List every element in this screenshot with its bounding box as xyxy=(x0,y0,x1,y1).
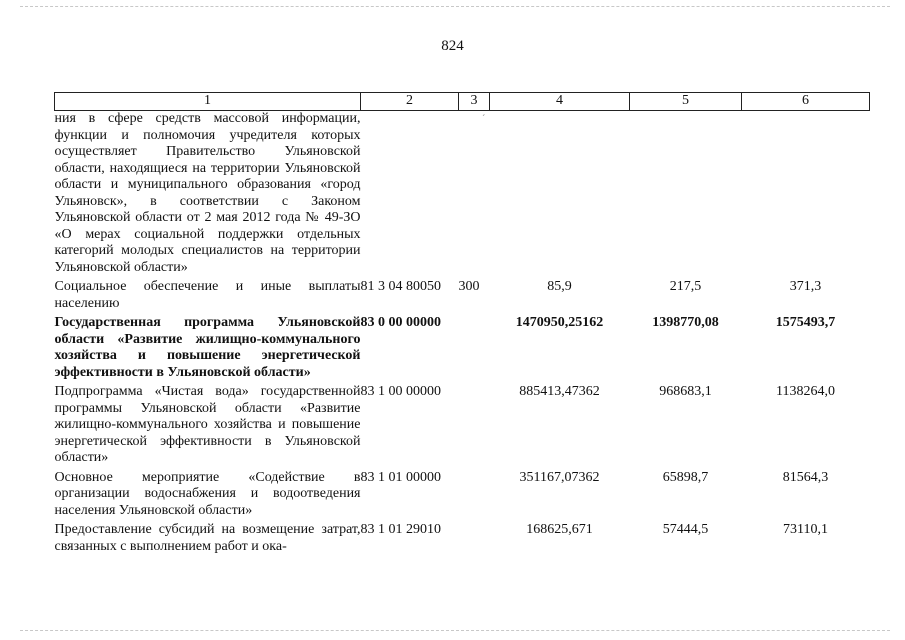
cell-vr xyxy=(459,467,490,520)
cell-v1: 1470950,25162 xyxy=(515,315,604,330)
cell-v1: 885413,47362 xyxy=(519,384,600,399)
cell-v3: 1138264,0 xyxy=(776,384,835,399)
table-row xyxy=(55,381,870,467)
cell-v2: 65898,7 xyxy=(662,469,709,485)
scan-mark: ˊ xyxy=(482,114,486,125)
budget-table xyxy=(54,92,870,555)
cell-v2: 968683,1 xyxy=(659,384,712,399)
cell-code: 81 3 04 80050 xyxy=(360,279,441,294)
cell-name: Подпрограмма «Чистая вода» государственной программы Ульяновской области «Развитие жилищно-коммунального хозяйства и повышение энергетической эффективности в Ульяновской области» xyxy=(54,384,361,465)
cell-vr: 300 xyxy=(458,279,480,294)
table-header xyxy=(55,93,870,111)
cell-code: 83 1 00 00000 xyxy=(360,384,441,399)
table-row xyxy=(55,519,870,555)
cell-vr xyxy=(459,519,490,555)
cell-vr xyxy=(459,312,490,381)
cell-vr xyxy=(459,381,490,467)
header-col-4: 4 xyxy=(490,93,630,111)
table-row xyxy=(55,312,870,381)
cell-v2 xyxy=(630,111,742,277)
cell-name: Предоставление субсидий на возмещение затрат, связанных с выполнением работ и ока- xyxy=(54,522,361,554)
cell-v1: 168625,671 xyxy=(526,522,593,537)
cell-v3: 1575493,7 xyxy=(775,315,836,330)
cell-v2: 217,5 xyxy=(669,279,702,294)
table-row xyxy=(55,111,870,277)
cell-vr xyxy=(459,111,490,277)
cell-code: 83 1 01 29010 xyxy=(360,522,441,537)
scan-artifact-bottom xyxy=(20,630,890,631)
header-col-3: 3 xyxy=(459,93,490,111)
table-row xyxy=(55,467,870,520)
cell-v1 xyxy=(490,111,630,277)
cell-v1: 85,9 xyxy=(547,279,572,294)
cell-v2: 57444,5 xyxy=(662,522,709,537)
header-col-6: 6 xyxy=(742,93,870,111)
header-col-5: 5 xyxy=(630,93,742,111)
cell-v3: 371,3 xyxy=(789,279,822,294)
table-row xyxy=(55,276,870,312)
cell-v3: 81564,3 xyxy=(782,469,829,485)
cell-code xyxy=(361,111,459,277)
scan-artifact-top xyxy=(20,6,890,7)
page-number: 824 xyxy=(441,38,464,54)
cell-code: 83 1 01 00000 xyxy=(360,469,441,485)
cell-name: Социальное обеспечение и иные выплаты населению xyxy=(54,279,361,311)
cell-name: Основное мероприятие «Содействие в организации водоснабжения и водоотведения населения Ульяновской области» xyxy=(54,469,361,518)
cell-v3: 73110,1 xyxy=(783,522,828,537)
cell-v1: 351167,07362 xyxy=(519,469,600,485)
cell-v2: 1398770,08 xyxy=(652,315,719,330)
header-col-1: 1 xyxy=(55,93,361,111)
header-col-2: 2 xyxy=(361,93,459,111)
cell-code: 83 0 00 00000 xyxy=(360,315,441,330)
cell-v3 xyxy=(742,111,870,277)
cell-name: ния в сфере средств массовой информации, функции и полномочия учредителя которых осуществляет Правительство Ульяновской области, находящиеся на территории Ульяновской области и муниципального образования «город Ульяновск», в соответствии с Законом Ульяновской области от 2 мая 2012 года № 49-ЗО «О мерах социальной поддержки отдельных категорий молодых специалистов на территории Ульяновской области» xyxy=(54,111,361,275)
cell-name: Государственная программа Ульяновской области «Развитие жилищно-коммунального хозяйства и повышение энергетической эффективности в Ульяновской области» xyxy=(54,315,361,380)
